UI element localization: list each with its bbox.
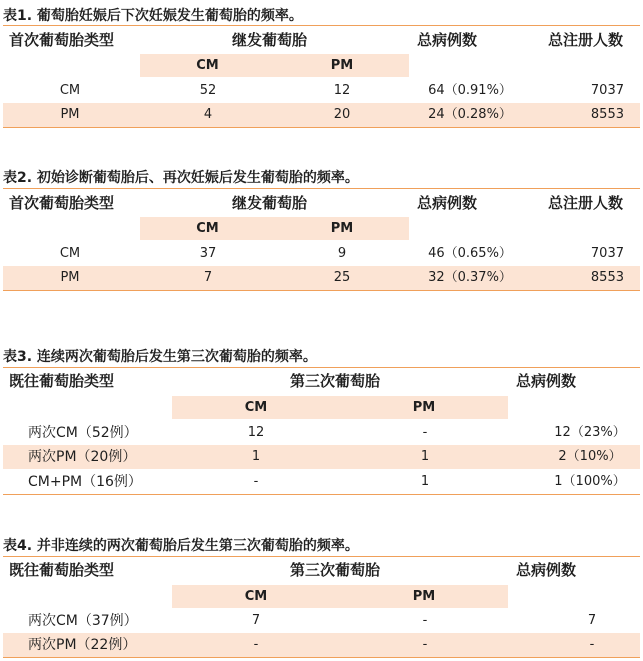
subheader-cm: CM bbox=[196, 58, 219, 73]
row-type: 两次PM（22例） bbox=[28, 637, 137, 653]
row-cm: 52 bbox=[199, 83, 217, 98]
row-pm: - bbox=[422, 613, 428, 628]
col-header-first-type: 首次葡萄胎类型 bbox=[9, 31, 115, 49]
subheader-cm: CM bbox=[244, 400, 268, 415]
row-type: 两次CM（52例） bbox=[28, 425, 138, 441]
col-header-registered: 总注册人数 bbox=[548, 31, 624, 49]
row-cm: 12 bbox=[247, 425, 265, 440]
col-header-first-type: 首次葡萄胎类型 bbox=[9, 194, 115, 212]
row-cm: - bbox=[253, 637, 259, 652]
row-pm: 12 bbox=[333, 83, 351, 98]
table-caption: 表2. 初始诊断葡萄胎后、再次妊娠后发生葡萄胎的频率。 bbox=[3, 170, 359, 186]
col-header-group: 第三次葡萄胎 bbox=[290, 372, 381, 390]
col-header-prior-type: 既往葡萄胎类型 bbox=[9, 561, 115, 579]
row-cm: - bbox=[253, 474, 259, 489]
col-header-total-cases: 总病例数 bbox=[417, 194, 478, 212]
col-header-group: 继发葡萄胎 bbox=[232, 194, 308, 212]
row-pm: - bbox=[422, 637, 428, 652]
row-total: 64（0.91%） bbox=[428, 83, 512, 98]
col-header-total-cases: 总病例数 bbox=[516, 372, 577, 390]
row-cm: 7 bbox=[251, 613, 261, 628]
row-type: PM bbox=[60, 107, 80, 122]
table-top-rule bbox=[3, 556, 640, 557]
row-cm: 1 bbox=[251, 449, 261, 464]
row-total: 46（0.65%） bbox=[428, 246, 512, 261]
row-total: 1（100%） bbox=[554, 474, 626, 489]
row-pm: 1 bbox=[420, 449, 430, 464]
row-pm: 1 bbox=[420, 474, 430, 489]
row-type: CM+PM（16例） bbox=[28, 474, 142, 490]
row-type: CM bbox=[59, 246, 81, 261]
row-registered: 7037 bbox=[590, 246, 624, 261]
table-bottom-rule bbox=[3, 494, 640, 495]
table-top-rule bbox=[3, 367, 640, 368]
subheader-pm: PM bbox=[330, 58, 354, 73]
row-registered: 8553 bbox=[590, 107, 624, 122]
subheader-pm: PM bbox=[412, 400, 436, 415]
col-header-group: 继发葡萄胎 bbox=[232, 31, 308, 49]
row-type: PM bbox=[60, 270, 80, 285]
table-bottom-rule bbox=[3, 127, 640, 128]
row-pm: - bbox=[422, 425, 428, 440]
row-registered: 8553 bbox=[590, 270, 624, 285]
subheader-pm: PM bbox=[330, 221, 354, 236]
row-total: 32（0.37%） bbox=[428, 270, 512, 285]
row-registered: 7037 bbox=[590, 83, 624, 98]
table-top-rule bbox=[3, 188, 640, 189]
col-header-registered: 总注册人数 bbox=[548, 194, 624, 212]
col-header-total-cases: 总病例数 bbox=[417, 31, 478, 49]
row-cm: 7 bbox=[203, 270, 213, 285]
col-header-total-cases: 总病例数 bbox=[516, 561, 577, 579]
row-total: 12（23%） bbox=[554, 425, 626, 440]
col-header-prior-type: 既往葡萄胎类型 bbox=[9, 372, 115, 390]
table-bottom-rule bbox=[3, 657, 640, 658]
row-pm: 9 bbox=[337, 246, 347, 261]
table-top-rule bbox=[3, 25, 640, 26]
row-type: CM bbox=[59, 83, 81, 98]
subheader-cm: CM bbox=[244, 589, 268, 604]
row-pm: 25 bbox=[333, 270, 351, 285]
row-type: 两次PM（20例） bbox=[28, 449, 137, 465]
row-pm: 20 bbox=[333, 107, 351, 122]
subheader-pm: PM bbox=[412, 589, 436, 604]
row-type: 两次CM（37例） bbox=[28, 613, 138, 629]
col-header-group: 第三次葡萄胎 bbox=[290, 561, 381, 579]
row-total: 2（10%） bbox=[558, 449, 622, 464]
table-caption: 表4. 并非连续的两次葡萄胎后发生第三次葡萄胎的频率。 bbox=[3, 538, 359, 554]
table-caption: 表3. 连续两次葡萄胎后发生第三次葡萄胎的频率。 bbox=[3, 349, 317, 365]
row-cm: 4 bbox=[203, 107, 213, 122]
row-total: 24（0.28%） bbox=[428, 107, 512, 122]
row-total: - bbox=[589, 637, 595, 652]
table-bottom-rule bbox=[3, 290, 640, 291]
subheader-cm: CM bbox=[196, 221, 219, 236]
table-caption: 表1. 葡萄胎妊娠后下次妊娠发生葡萄胎的频率。 bbox=[3, 8, 303, 24]
row-total: 7 bbox=[587, 613, 597, 628]
row-cm: 37 bbox=[199, 246, 217, 261]
